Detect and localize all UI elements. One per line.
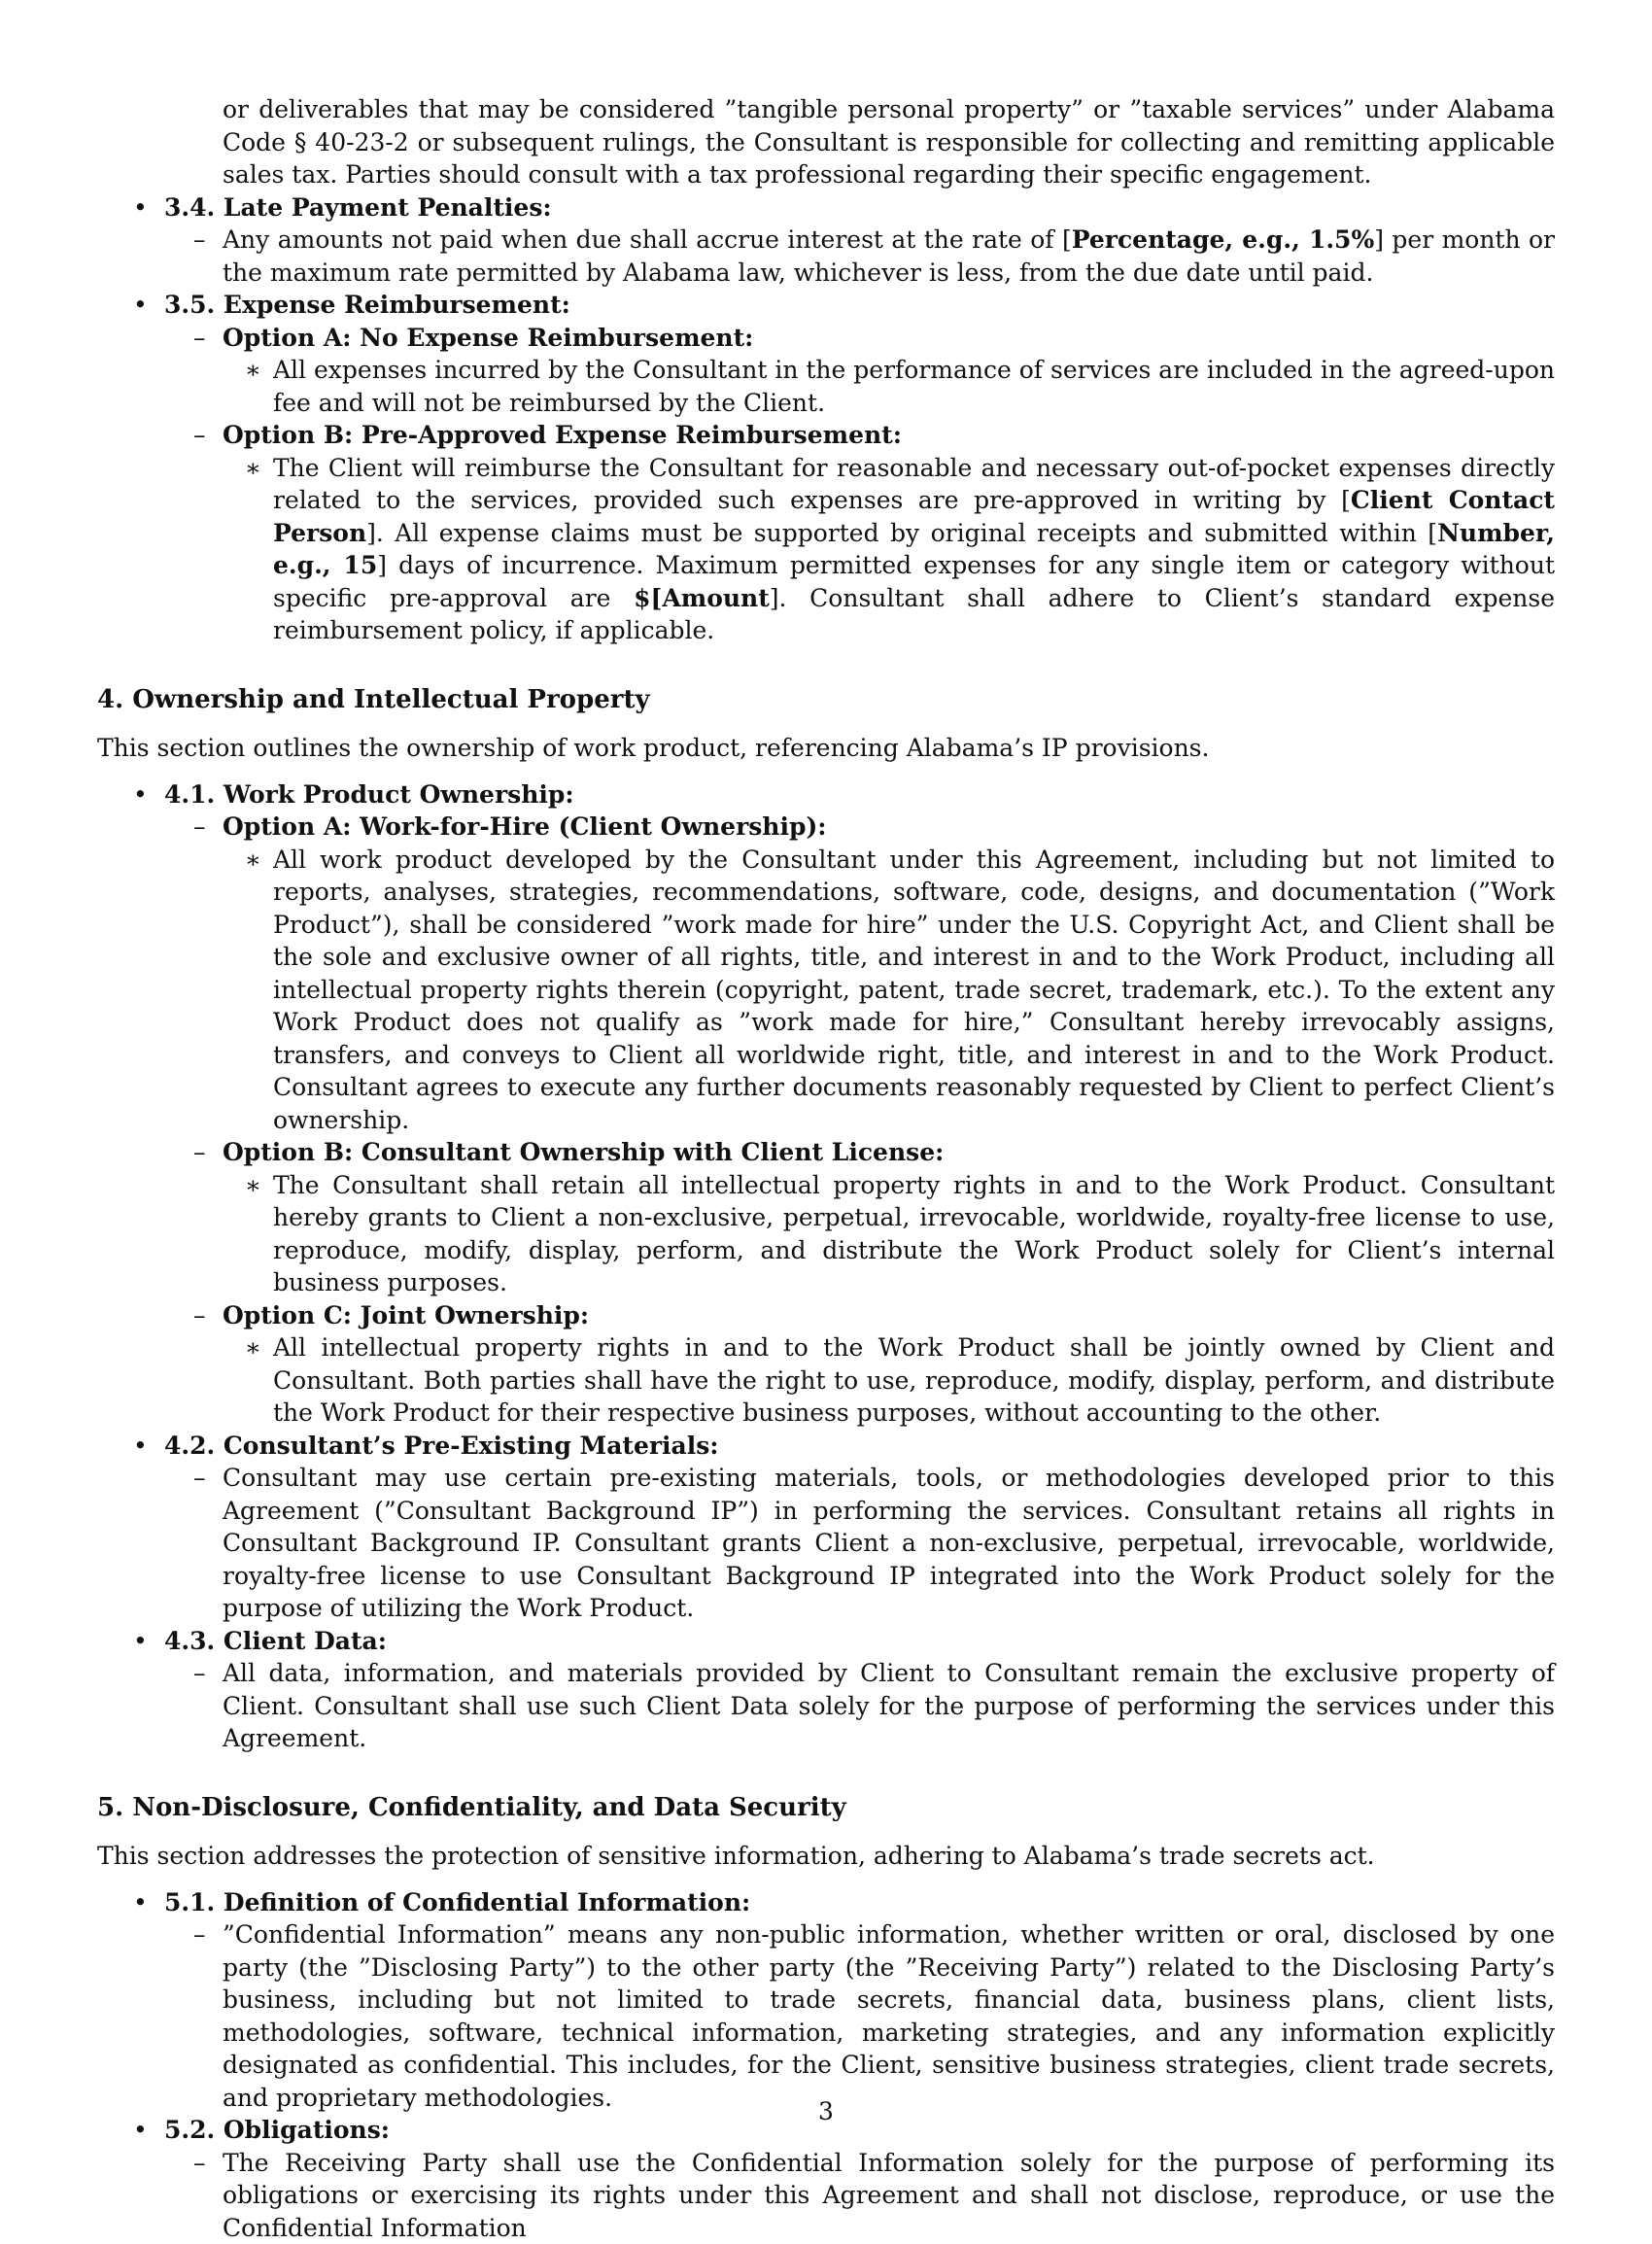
clause-4-1-option-a-title: Option A: Work-for-Hire (Client Ownership): <box>223 812 827 841</box>
clause-5-2-title: 5.2. Obligations: <box>164 2116 390 2144</box>
clause-5-1-body: ”Confidential Information” means any non-public information, whether written or oral, disclosed by one party (the ”Disclosing Party”) to the other party (the ”Receiving Party”) related to the Disclosing Party’s business, including but not limited to trade secrets, financial data, business plans, client lists, methodologies, software, technical information, marketing strategies, and any information explicitly designated as confidential. This includes, for the Client, sensitive business strategies, client trade secrets, and proprietary methodologies. <box>223 1920 1555 2112</box>
clause-4-3-text <box>97 1657 1555 1755</box>
clause-4-1 <box>97 778 1555 811</box>
option-b-text-1: The Client will reimburse the Consultant for reasonable and necessary out-of-pocket expenses directly related to the services, provided such expenses are pre-approved in writing by [ <box>273 454 1555 515</box>
late-rate-placeholder: Percentage, e.g., 1.5% <box>1072 225 1374 254</box>
clause-4-2-body: Consultant may use certain pre-existing materials, tools, or methodologies developed prior to this Agreement (”Consultant Background IP”) in performing the services. Consultant retains all rights in Consultant Background IP. Consultant grants Client a non-exclusive, perpetual, irrevocable, worldwide, royalty-free license to use Consultant Background IP integrated into the Work Product solely for the purpose of utilizing the Work Product. <box>223 1464 1555 1622</box>
clause-4-1-option-c-body: All intellectual property rights in and to the Work Product shall be jointly owned by Client and Consultant. Both parties shall have the right to use, reproduce, modify, display, perform, and distribute the Work Product for their respective business purposes, without accounting to the other. <box>273 1333 1555 1427</box>
clause-5-1-text <box>97 1918 1555 2114</box>
clause-4-1-option-b <box>97 1136 1555 1169</box>
clause-4-1-option-a <box>97 811 1555 844</box>
clause-3-5-option-a <box>97 322 1555 355</box>
days-placeholder: Number, e.g., 15 <box>273 519 1555 580</box>
clause-4-1-title: 4.1. Work Product Ownership: <box>164 780 574 809</box>
continuation-text: or deliverables that may be considered ”tangible personal property” or ”taxable services” under Alabama Code § 40-23-2 or subsequent rulings, the Consultant is responsible for collecting and remitting applicable sales tax. Parties should consult with a tax professional regarding their specific engagement. <box>223 95 1555 189</box>
clause-3-5-option-b-title: Option B: Pre-Approved Expense Reimbursement: <box>223 421 902 449</box>
section-5-intro: This section addresses the protection of sensitive information, adhering to Alabama’s trade secrets act. <box>97 1840 1555 1873</box>
clause-4-3 <box>97 1625 1555 1658</box>
section-4-heading: 4. Ownership and Intellectual Property <box>97 684 1555 717</box>
clause-5-1 <box>97 1886 1555 1919</box>
section-4-list <box>97 778 1555 1755</box>
clause-3-5-option-a-title: Option A: No Expense Reimbursement: <box>223 324 753 352</box>
clause-4-1-option-b-body: The Consultant shall retain all intellectual property rights in and to the Work Product. Consultant hereby grants to Client a non-exclusive, perpetual, irrevocable, worldwide, royalty-free license to use, reproduce, modify, display, perform, and distribute the Work Product solely for Client’s internal business purposes. <box>273 1171 1555 1297</box>
clause-4-1-option-c-title: Option C: Joint Ownership: <box>223 1301 589 1329</box>
clause-4-2-text <box>97 1462 1555 1625</box>
clause-3-4-text-b: ] per month or the maximum rate permitted by Alabama law, whichever is less, from the due date until paid. <box>223 225 1555 287</box>
continuation-paragraph <box>97 93 1555 191</box>
clause-3-5-title: 3.5. Expense Reimbursement: <box>164 291 570 319</box>
document-page <box>97 93 1555 2244</box>
clause-3-5-option-a-text <box>97 354 1555 419</box>
clause-4-1-option-a-text <box>97 844 1555 1137</box>
clause-4-1-option-b-title: Option B: Consultant Ownership with Client License: <box>223 1138 944 1166</box>
clause-4-2-title: 4.2. Consultant’s Pre-Existing Materials: <box>164 1432 719 1460</box>
clause-3-5-option-a-body: All expenses incurred by the Consultant in the performance of services are included in the agreed-upon fee and will not be reimbursed by the Client. <box>273 356 1555 417</box>
clause-3-4-title: 3.4. Late Payment Penalties: <box>164 193 552 222</box>
option-b-text-4: ]. Consultant shall adhere to Client’s standard expense reimbursement policy, if applicable. <box>273 584 1555 645</box>
section-3-list <box>97 191 1555 647</box>
option-b-text-3: ] days of incurrence. Maximum permitted expenses for any single item or category without specific pre-approval are <box>273 551 1555 612</box>
section-5-heading: 5. Non-Disclosure, Confidentiality, and Data Security <box>97 1792 1555 1825</box>
clause-4-1-option-a-body: All work product developed by the Consultant under this Agreement, including but not limited to reports, analyses, strategies, recommendations, software, code, designs, and documentation (”Work Product”), shall be considered ”work made for hire” under the U.S. Copyright Act, and Client shall be the sole and exclusive owner of all rights, title, and interest in and to the Work Product, including all intellectual property rights therein (copyright, patent, trade secret, trademark, etc.). To the extent any Work Product does not qualify as ”work made for hire,” Consultant hereby irrevocably assigns, transfers, and conveys to Client all worldwide right, title, and interest in and to the Work Product. Consultant agrees to execute any further documents reasonably requested by Client to perfect Client’s ownership. <box>273 846 1555 1134</box>
clause-3-4-text-a: Any amounts not paid when due shall accrue interest at the rate of [ <box>223 225 1072 254</box>
clause-5-1-title: 5.1. Definition of Confidential Information: <box>164 1888 750 1916</box>
clause-4-1-option-b-text <box>97 1169 1555 1299</box>
clause-3-5 <box>97 289 1555 322</box>
section-4-intro: This section outlines the ownership of work product, referencing Alabama’s IP provisions. <box>97 732 1555 765</box>
amount-placeholder: $[Amount <box>634 584 770 612</box>
clause-4-2 <box>97 1430 1555 1463</box>
clause-5-2-body: The Receiving Party shall use the Confidential Information solely for the purpose of performing its obligations or exercising its rights under this Agreement and shall not disclose, reproduce, or use the Confidential Information <box>223 2149 1555 2242</box>
clause-4-1-option-c-text <box>97 1331 1555 1430</box>
clause-3-4-text <box>97 224 1555 289</box>
clause-5-2-text <box>97 2147 1555 2244</box>
clause-4-3-body: All data, information, and materials provided by Client to Consultant remain the exclusive property of Client. Consultant shall use such Client Data solely for the purpose of performing the services under this Agreement. <box>223 1659 1555 1752</box>
section-5-list <box>97 1886 1555 2244</box>
clause-3-5-option-b <box>97 419 1555 452</box>
clause-4-1-option-c <box>97 1299 1555 1332</box>
page-number: 3 <box>0 2097 1652 2125</box>
client-contact-placeholder: Client Contact Person <box>273 486 1555 547</box>
clause-3-5-option-b-text <box>97 452 1555 647</box>
clause-4-3-title: 4.3. Client Data: <box>164 1627 387 1655</box>
option-b-text-2: ]. All expense claims must be supported by original receipts and submitted within [ <box>366 519 1437 547</box>
clause-3-4 <box>97 191 1555 224</box>
